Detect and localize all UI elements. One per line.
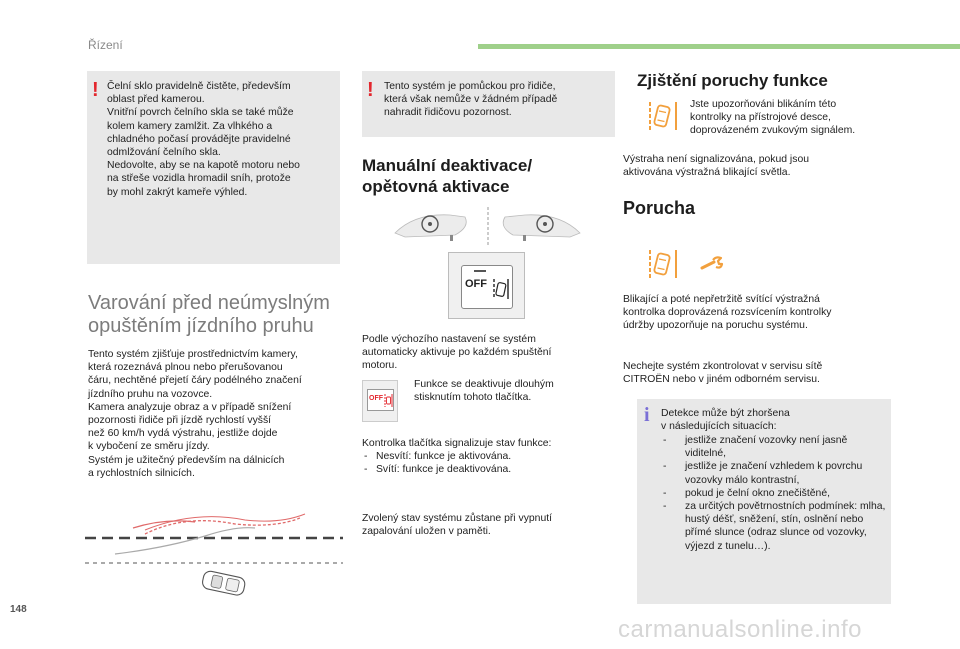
small-off-label: OFF (369, 395, 383, 402)
list-item: - jestliže značení vozovky není jasně viditelné, (661, 434, 887, 460)
service-text: Nechejte systém zkontrolovat v servisu sítě CITROËN nebo v jiném odborném servisu. (623, 361, 823, 386)
default-activation-text: Podle výchozího nastavení se systém automaticky aktivuje po každém spuštění motoru. (362, 334, 552, 372)
header-accent-bar (478, 44, 960, 49)
lane-departure-illustration (85, 508, 343, 590)
long-press-text: Funkce se deaktivuje dlouhým stisknutím tohoto tlačítka. (414, 379, 554, 404)
fault-detection-text: Jste upozorňováni blikáním této kontrolky na přístrojové desce, doprovázeném zvukovým signálem. (690, 99, 856, 137)
lane-fault-warning-icon (646, 247, 680, 281)
warning-text-driver-aid: Tento systém je pomůckou pro řidiče, která však nemůže v žádném případě nahradit řidičovu pozornost. (384, 81, 558, 119)
lane-assist-off-button[interactable] (448, 252, 525, 319)
section-title-manual-deactivation: Manuální deaktivace/ opětovná aktivace (362, 156, 533, 196)
watermark: carmanualsonline.info (618, 616, 862, 643)
list-item: - jestliže je značení vzhledem k povrchu vozovky málo kontrastní, (661, 460, 887, 486)
malfunction-text: Blikající a poté nepřetržitě svítící výstražná kontrolka doprovázená rozsvícením kontrolky údržby upozorňuje na poruchu systému. (623, 294, 832, 332)
off-button-small-icon (362, 380, 398, 422)
list-item: - pokud je čelní okno znečištěné, (661, 487, 887, 500)
warning-icon: ! (92, 79, 99, 101)
wrench-icon (700, 256, 724, 272)
dashboard-illustration (395, 205, 580, 250)
section-title-fault-detection: Zjištění poruchy funkce (637, 71, 828, 90)
info-intro-text: Detekce může být zhoršena v následujících situacích: (661, 408, 790, 433)
section-title-malfunction: Porucha (623, 198, 696, 218)
info-icon: i (644, 404, 650, 426)
list-item: - za určitých povětrnostních podmínek: mlha, hustý déšť, sněžení, stín, oslnění nebo přímé slunce (odraz slunce od vozovky, výjezd z tunelu…). (661, 500, 887, 553)
indicator-states-list (362, 450, 612, 476)
off-indicator-light (474, 270, 486, 272)
list-item: - Svítí: funkce je deaktivována. (362, 463, 612, 476)
info-conditions-list (661, 434, 887, 553)
memory-text: Zvolený stav systému zůstane při vypnutí zapalování uložen v paměti. (362, 513, 552, 538)
lane-fault-warning-icon (646, 99, 680, 133)
off-button-label: OFF (465, 278, 487, 290)
page-number: 148 (10, 604, 27, 615)
indicator-intro-text: Kontrolka tlačítka signalizuje stav funkce: (362, 438, 552, 449)
lane-departure-icon (492, 277, 510, 301)
lane-departure-body: Tento systém zjišťuje prostřednictvím kamery, která rozeznává plnou nebo přerušovanou čáru, nechtěné přejetí čáry podélného značení jízdního pruhu na vozovce. Kamera analyzuje obraz a v případě snížení pozornosti řidiče při jízdě rychlostí vyšší než 60 km/h vydá výstrahu, jestliže dojde k vybočení ze směru jízdy. Systém je užitečný především na dálnicích a rychlostních silnicích. (88, 349, 302, 479)
small-lane-icon (384, 393, 393, 408)
no-warning-text: Výstraha není signalizována, pokud jsou aktivována výstražná blikající světla. (623, 154, 809, 179)
warning-text-windscreen: Čelní sklo pravidelně čistěte, především oblast před kamerou. Vnitřní povrch čelního skla se také může kolem kamery zamlžit. Za vlhkého a chladného počasí provádějte pravidelné odmlžování čelního skla. Nedovolte, aby se na kapotě motoru nebo na střeše vozidla hromadil sníh, protože by mohl zakrýt kameře výhled. (107, 81, 300, 198)
section-header: Řízení (88, 38, 123, 52)
section-title-lane-departure: Varování před neúmyslným opuštěním jízdního pruhu (88, 292, 330, 337)
list-item: - Nesvítí: funkce je aktivována. (362, 450, 612, 463)
warning-icon: ! (367, 79, 374, 101)
